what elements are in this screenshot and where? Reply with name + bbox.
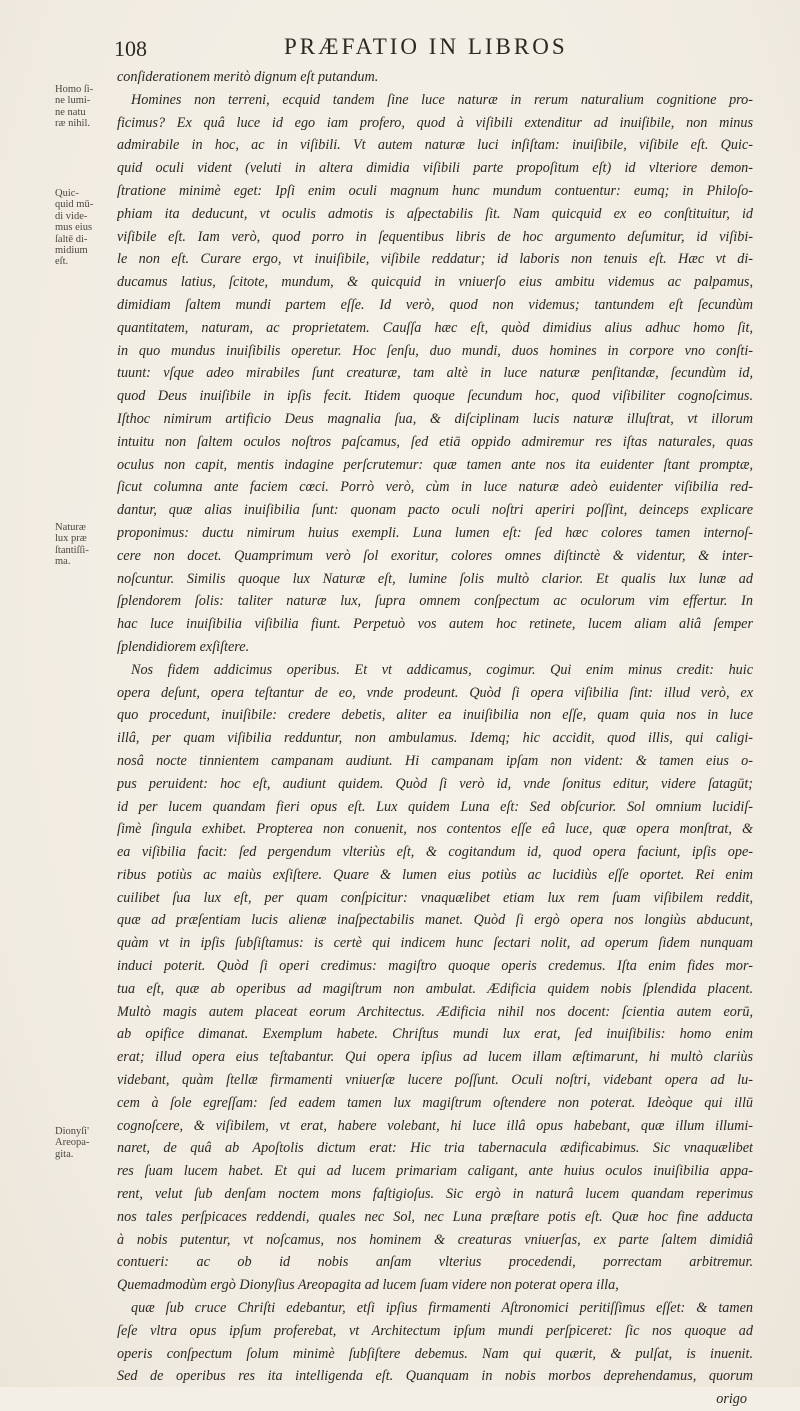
running-head: PRÆFATIO IN LIBROS [284, 34, 568, 59]
text-line: operis conſpectum ſolum minimè ſubſiſtere debemus. Nam qui quærit, & pulſat, is inuenit. [117, 1345, 753, 1362]
text-line: ſtratione minimè eget: Ipſi enim oculi magnum hunc mundum contuentur: eumq; in Philoſo- [117, 182, 753, 199]
text-line: ab opifice dimanat. Exemplum habete. Chriſtus mundi lux erat, ſed inuiſibilis: homo enim [117, 1026, 753, 1043]
margin-note-line: midium [55, 245, 88, 257]
text-line: quid oculi vident (veluti in altera dimidia viſibili parte propoſitum eſt) id vlteriore demon- [117, 160, 753, 177]
text-line: erat; illud opera eius teſtabantur. Qui opera ipſius ad lucem illam æſtimarunt, hi multò clariùs [117, 1049, 753, 1066]
margin-note-2 [55, 188, 115, 268]
text-line: ſplendorem ſolis: taliter naturæ lux, ſupra omnem conſpectum ac oculorum vim effertur. In [117, 593, 753, 610]
text-line: ficimus? Ex quâ luce id ego iam profero, quod à viſibili extenditur ad inuiſibile, non minus [117, 114, 753, 131]
margin-note-4 [55, 1126, 115, 1160]
body-text [117, 66, 753, 1411]
text-line: oculus non capit, mentis indagine perſcrutemur: quæ tamen ante nos ita euidenter ſtant promptæ, [117, 456, 753, 473]
text-line: nosâ nocte tinnientem campanam audiunt. Hi campanam ipſam non vident: & tamen eius o- [117, 752, 753, 769]
text-line: videbant, quàm ſtellæ firmamenti vniuerſæ lucere poſſunt. Oculi noſtri, videbant opera ad lu- [117, 1072, 753, 1089]
text-line: cuilibet ſua lux eſt, per quam conſpicitur: vnaquælibet etiam lux rem ſuam viſibilem reddit, [117, 889, 753, 906]
text-line: quod Deus inuiſibile in ipſis fecit. Itidem quoque ſecundum hoc, quod viſibiliter cognoſcimus. [117, 388, 753, 405]
text-line: in quo mundus inuiſibilis operetur. Hoc ſenſu, duo mundi, duos homines in corpore vno conſti- [117, 342, 753, 359]
text-line: Iſthoc nimirum artificio Deus magnalia ſua, & diſciplinam lucis naturæ illuſtrat, vt illorum [117, 410, 753, 427]
text-line: quæ ſub cruce Chriſti edebantur, etſi ipſius firmamenti Aſtronomici peritiſſimus eſſet: & tamen [131, 1300, 753, 1317]
text-line: opera deſunt, opera teſtantur de eo, vnde prodeunt. Quòd ſi opera viſibilia ſint: illud verò, ex [117, 684, 753, 701]
margin-note-line: Quic- [55, 188, 79, 199]
text-line: quæ ad præſentiam lucis alienæ inaſpectabilis manet. Quòd ſi ergò opera nos longiùs abducunt, [117, 912, 753, 929]
text-line: ſimè ſingula exhibet. Propterea non conuenit, nos contentos eſſe eâ luce, quæ opera monſtrat, & [117, 821, 753, 838]
text-line: ducamus latius, ſcitote, mundum, & quicquid in vniuerſo eius ambitu videmus ac palpamus, [117, 274, 753, 291]
margin-note-line: Dionyſi' [55, 1126, 89, 1137]
text-line: ſeſe vltra opus ipſum proferebat, vt Architectum ipſum mundi perſpiceret: ſic nos quoque ad [117, 1322, 753, 1339]
margin-note-line: ne natu [55, 106, 86, 118]
text-line: conſiderationem meritò dignum eſt putandum. [117, 69, 379, 85]
margin-note-line: Naturæ [55, 522, 86, 533]
text-line: Nos fidem addicimus operibus. Et vt addicamus, cogimur. Qui enim minus credit: huic [131, 661, 753, 678]
margin-note-3 [55, 522, 115, 568]
text-line: intuitu non ſaltem oculos noſtros paſcamus, ſed etiā oppido admiremur res iſtas naturales, quas [117, 433, 753, 450]
margin-note-1 [55, 84, 115, 130]
text-line: dimidiam ſaltem mundi partem eſſe. Id verò, quod non videmus; tantundem eſt ſecundùm [117, 296, 753, 313]
margin-note-line: di vide- [55, 210, 88, 222]
margin-note-line: ſtantiſſi- [55, 544, 89, 556]
text-line: origo [716, 1391, 747, 1408]
margin-note-line: quid mū- [55, 199, 94, 211]
margin-note-line: mus eius [55, 222, 93, 234]
text-line: cognoſcere, & viſibilem, vt erat, habere volebant, hi luce illâ opus habebant, quæ illum illumi- [117, 1117, 753, 1134]
text-line: tuunt: vſque adeo mirabiles ſunt creaturæ, tam altè in luce naturæ penſitandæ, ſecundùm id, [117, 365, 753, 382]
text-line: Homines non terreni, ecquid tandem ſine luce naturæ in rerum naturalium cognitione pro- [131, 91, 753, 108]
text-line: naret, de quâ ab Apoſtolis dictum erat: Hic tria tabernacula ædificabimus. Sic vnaquælibet [117, 1140, 753, 1157]
text-line: nos tales perſpicaces reddendi, quales nec Sol, nec Luna præſtare potis eſt. Quæ hoc fine adducta [117, 1208, 753, 1225]
text-line: proponimus: ductu nimirum huius exempli. Luna lumen eſt: ſed hæc colores tamen internoſ- [117, 524, 753, 541]
margin-note-line: ræ nihil. [55, 118, 91, 130]
text-line: ſplendidiorem exſiſtere. [117, 638, 250, 655]
margin-note-line: Areopa- [55, 1137, 90, 1149]
text-line: le non eſt. Curare ergo, vt inuiſibile, viſibile reddatur; id laboris non tenuis eſt. Hæc vt di- [117, 251, 753, 268]
text-line: Quemadmodùm ergò Dionyſius Areopagita ad lucem ſuam videre non poterat opera illa, [117, 1277, 619, 1294]
text-line: quo procedunt, inuiſibile: credere debetis, aliter ea inuiſibilia non eſſe, quam quia nos in luce [117, 707, 753, 724]
margin-note-line: ma. [55, 556, 71, 568]
text-line: cem à ſole egreſſam: ſed eadem tamen lux magiſtrum oſtendere non poterat. Ideòque qui illū [117, 1094, 753, 1111]
text-line: viſibile eſt. Iam verò, quod porro in ſequentibus libris de hoc argumento deſumitur, id viſibi- [117, 228, 753, 245]
page-header [0, 32, 800, 66]
text-line: ea viſibilia facit: ſed pergendum vlteriùs eſt, & cogitandum id, quod opera faciunt, ipſis ope- [117, 844, 753, 861]
text-line: à nobis putentur, vt noſcamus, nos hominem & creaturas vniuerſas, ex parte ſaltem dimidiâ [117, 1231, 753, 1248]
text-line: induci poterit. Quòd ſi operi credimus: magiſtro quoque operis credemus. Iſta enim fides mor- [117, 958, 753, 975]
margin-note-line: eſt. [55, 256, 69, 268]
text-line: noſcuntur. Similis quoque lux Naturæ eſt, lumine ſolis multò clarior. Et qualis lux lunæ ad [117, 570, 753, 587]
text-line: tua eſt, quæ ab operibus ad magiſtrum non ambulat. Ædificia quidem nobis ſplendida placent. [117, 980, 753, 997]
text-line: phiam ita deducunt, vt oculis admotis is aſpectabilis ſit. Nam quicquid ex eo conſtituitur, id [117, 205, 753, 222]
text-line: id per lucem quandam fieri opus eſt. Lux quidem Luna eſt: Sed obſcurior. Sol omnium lucidiſ- [117, 798, 753, 815]
text-line: quantitatem, naturam, ac proprietatem. Cauſſa hæc eſt, quòd dimidius alius adhuc homo ſit, [117, 319, 753, 336]
text-line: res ſuam lucem habet. Et qui ad lucem primariam caligant, ante huius oculos inuiſibilia appa- [117, 1163, 753, 1180]
text-line: hac luce inuiſibilia viſibilia fiunt. Perpetuò vos autem hoc retinete, lucem aliam aliâ ſemper [117, 616, 753, 633]
margin-note-line: lux præ [55, 533, 87, 545]
text-line: ſicut columna ante faciem cœci. Porrò verò, cùm in luce naturæ adeò euidenter viſibilia red- [117, 479, 753, 496]
text-line: illâ, per quam viſibilia redduntur, non ambulamus. Idemq; hic accidit, quod illis, qui caligi- [117, 730, 753, 747]
text-line: ribus potiùs ac maiùs exſiſtere. Quare & lumen eius potiùs ac lucidiùs eſſe oportet. Rei enim [117, 866, 753, 883]
text-line: pus peruident: hoc eſt, audiunt quidem. Quòd ſi verò id, vnde ſonitus editur, videre ſatagūt; [117, 775, 753, 792]
text-line: dantur, quæ alias inuiſibilia ſunt: quonam pacto oculi noſtri aperiri poſſint, deinceps explicare [117, 502, 753, 519]
text-line: contueri: ac ob id nobis anſam vlterius procedendi, porrectam arbitremur. [117, 1254, 753, 1271]
text-line: Multò magis autem placeat eorum Architectus. Ædificia nihil nos docent: ſcientia autem eorū, [117, 1003, 753, 1020]
page-number: 108 [114, 36, 147, 61]
margin-note-line: ne lumi- [55, 95, 91, 107]
text-line: cere non docet. Quamprimum verò ſol exoritur, colores omnes diſtinctè & videntur, & inter- [117, 547, 753, 564]
margin-note-line: gita. [55, 1148, 74, 1160]
text-line: quàm vt in ipſis ſubſiſtamus: is certè qui indicem hunc ſectari nolit, ad operum ſidem nunquam [117, 935, 753, 952]
text-line: admirabile in hoc, ac in viſibili. Vt autem naturæ luci inſiſtam: inuiſibile, viſibile eſt. Quic- [117, 137, 753, 154]
text-line: rent, velut ſub denſam noctem mons faſtigioſus. Sic ergò in naturâ lucem quandam reperimus [117, 1186, 753, 1203]
margin-note-line: ſaltē di- [55, 233, 88, 245]
text-line: Sed de operibus res ita intelligenda eſt. Quanquam in nobis morbos deprehendamus, quorum [117, 1368, 753, 1385]
margin-note-line: Homo ſi- [55, 84, 94, 95]
